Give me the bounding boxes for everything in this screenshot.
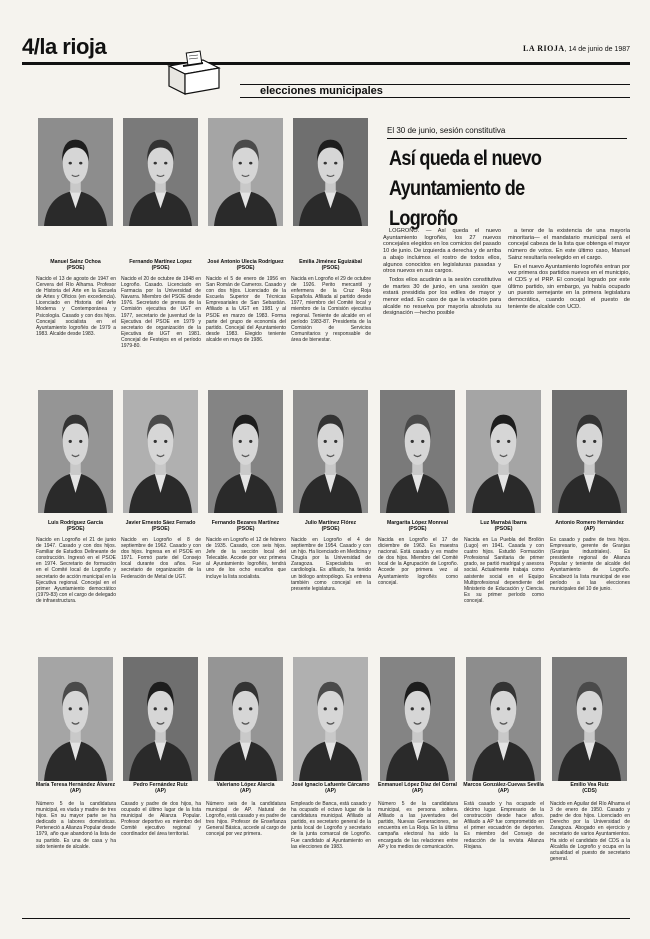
feature-headline-box [381,118,630,230]
article-column-2 [508,228,630,312]
councillor-bio: Nacido el 5 de enero de 1956 en San Román de Cameros. Casado y con dos hijos. Licenciado de la Escuela Superior de Técnicas Empresariales de San Sebastián. Afiliado a la UGT en 1981 y al PSOE en marzo de 1983. Forma parte del grupo de economía del partido. Concejal del Ayuntamiento desde 1983. Elegido teniente alcalde en mayo de 1986. [206,276,286,343]
councillor-fullname: Pedro Fernández Ruiz [133,782,188,788]
councillor-fullname: Emilia Jiménez Eguizábal [299,259,362,265]
councillor-fullname: Manuel Sainz Ochoa [50,259,101,265]
article-paragraph: LOGROÑO. — Así queda el nuevo Ayuntamiento logroñés, los 27 nuevos concejales elegidos en los comicios del pasado 10 de junio. De izquierda a derecha y de arriba a abajo incluimos el rostro de todos ellos, algunos conocidos en legislaturas pasadas y otros nuevos en sus cargos. [383,228,501,275]
councillor-party: (PSOE) [236,265,255,271]
councillor-fullname: María Teresa Hernández Álvarez [35,782,116,788]
article-paragraph: a tenor de la existencia de una mayoría minoritaria— el mandatario municipal será el concejal cabeza de la lista que obtenga el mayor número de votos. En este último caso, Manuel Sainz resultaría reelegido en el cargo. [508,228,630,261]
councillor-photo [293,390,368,513]
councillor-bio: Es casado y padre de tres hijos. Empresario, gerente de Granjas (Granjas industriales). Es presidente regional de Alianza Popular y teniente de alcalde del Ayuntamiento de Logroño. Encabezó la lista municipal de ese período a las elecciones municipales del 10 de junio. [550,537,630,592]
councillor-photo [380,657,455,781]
councillor-name [34,520,117,532]
councillor-bio: Nacido en Aguilar del Río Alhama el 3 de enero de 1950. Casado y padre de dos hijos. Licenciado en Derecho por la Universidad de Zaragoza. Abogado en ejercicio y secretario de varios Ayuntamientos. Ha sido el candidato del CDS a la Alcaldía de Logroño y ocupa en la actualidad el puesto de secretario general. [550,801,630,862]
councillor-bio: Nacido en Logroño el 21 de junio de 1947. Casado y con dos hijos. Familiar de Estudios Delineante de construcción. Ingresó en el PSOE en 1974. Secretario de formación en el Comité local de Logroño y secretario de acción municipal en la Ejecutiva regional. Concejal en el primer Ayuntamiento democrático (1979-83) con el cargo de delegado de infraestructura. [36,537,116,604]
councillor-photo [552,657,627,781]
councillor-name [462,782,545,794]
councillor-fullname: Fernando Bezares Martínez [211,520,280,526]
councillor-party: (PSOE) [236,526,255,532]
article-headline: Así queda el nuevo Ayuntamiento de Logroño [389,147,542,230]
councillor-name [462,520,545,532]
councillor-fullname: Javier Ernesto Sáez Ferrado [125,520,196,526]
article-paragraph: Todos ellos acudirán a la sesión constitutiva de martes 30 de junio, en una sesión que estará presidida por los ediles de mayor y menor edad. En caso de que la votación para alcalde no resuelva por mayoría absoluta su designación —hecho posible [383,276,501,317]
councillor-party: (PSOE) [321,526,340,532]
councillor-bio: Casado y padre de dos hijos, ha ocupado el último lugar de la lista municipal de Alianza Popular. Profesor deportivo es miembro del Comité ejecutivo regional y coordinador del área territorial. [121,801,201,838]
councillor-party: (AP) [240,788,251,794]
councillor-bio: Nacido en Logroño el 4 de septiembre de 1954. Casado y con un hijo. Ha licenciado en Medicina y Cirugía por la Universidad de Zaragoza. Especialista en cardiología. Es afiliado, ha tenido un biólogo antropólogo. Es entrena también como concejal en la presente legislatura. [291,537,371,592]
councillor-party: (CDS) [582,788,597,794]
councillor-party: (AP) [325,788,336,794]
councillor-party: (PSOE) [321,265,340,271]
councillor-fullname: Antonio Romero Hernández [555,520,624,526]
councillor-bio: Número 5 de la candidatura municipal, es viuda y madre de tres hijos. En su mayor parte se ha dedicado a labores domésticas. Perteneció a Alianza Popular desde 1979, año que abandonó la lista de su partido. Es una de casa y ha sido teniente de alcalde. [36,801,116,850]
councillor-fullname: Luis Rodríguez García [47,520,104,526]
councillor-fullname: José Ignacio Lafuente Cárcamo [291,782,370,788]
councillor-party: (PSOE) [66,265,85,271]
councillor-photo [552,390,627,513]
councillor-party: (AP) [155,788,166,794]
councillor-bio: Nacida en La Puebla del Brollón (Lugo) en 1941. Casada y con cuatro hijos. Estudió Formación Profesional Sanitaria de primer grado, se partió madrigal y asesora social. Actualmente trabaja como asistente social en el Equipo Multiprofesional dependiente del Ministerio de Educación y Ciencia. Es su primer período como concejal. [464,537,544,604]
councillor-party: (AP) [412,788,423,794]
councillor-photo [466,390,541,513]
councillor-photo [380,390,455,513]
councillor-fullname: Emilio Vea Ruiz [570,782,609,788]
councillor-name [548,782,631,794]
councillor-bio: Nacido el 20 de octubre de 1948 en Logroño. Casado. Licenciado en Farmacia por la Universidad de Navarra. Miembro del PSOE desde 1976. Secretario de prensa de la Comisión ejecutiva de UGT en 1977, secretario de juventud de la Ejecutiva del PSOE en 1979 y secretario de organización de la Ejecutiva de UGT en 1981. Concejal de Festejos en el período 1979-80. [121,276,201,350]
councillor-name [119,259,202,271]
councillor-photo [293,657,368,781]
councillor-photo [123,657,198,781]
councillor-name [376,782,459,794]
councillor-photo [123,390,198,513]
councillor-fullname: Margarita López Monreal [386,520,449,526]
councillor-photo [208,390,283,513]
councillor-name [289,259,372,271]
councillor-bio: Número 5 de la candidatura municipal, es persona soltera. Afiliado a las juventudes del partido, Nuevas Generaciones, se encuentra en La Rioja. En la última campaña electoral ha sido la encargada de las relaciones entre AP y los medios de comunicación. [378,801,458,850]
councillor-bio: Nacido en Logroño el 8 de septiembre de 1962. Casado y con dos hijos. Ingresa en el PSOE en 1971. Formó parte del Consejo local durante dos años. Fue secretario de organización de la Federación de Metal de UGT. [121,537,201,580]
councillor-bio: Nacida en Logroño el 29 de octubre de 1926. Perito mercantil y enfermera de la Cruz Roja Española. Afiliada al partido desde 1977, miembro del Comité local y miembro de la Comisión ejecutiva regional. Teniente de alcalde en el período 1983-87. Presidenta de la Comisión de Servicios Comunitarios y responsable de área de bienestar. [291,276,371,343]
councillor-bio: Número seis de la candidatura municipal de AP. Natural de Logroño, está casado y es padre de tres hijos. Profesor de Enseñanza General Básica, accede al cargo de concejal por vez primera. [206,801,286,838]
councillor-party: (PSOE) [151,265,170,271]
masthead-date: 14 de junio de 1987 [568,46,630,53]
councillor-photo [38,390,113,513]
councillor-fullname: Fernando Martínez Lopez [129,259,192,265]
councillor-name [34,782,117,794]
councillor-name [204,259,287,271]
article-kicker: El 30 de junio, sesión constitutiva [387,126,506,135]
councillor-bio: Nacido en Logroño el 12 de febrero de 1935. Casado, con seis hijos. Jefe de la sección local del Telecable. Accede por vez primera al Ayuntamiento logroñés, tendrá uno de los ocho escaños que incluye la lista socialista. [206,537,286,580]
councillor-party: (PSOE) [494,526,513,532]
masthead-name: LA RIOJA [523,44,565,53]
councillor-name [289,782,372,794]
councillor-name [548,520,631,532]
masthead: LA RIOJA, 14 de junio de 1987 [523,44,630,53]
article-paragraph: En el nuevo Ayuntamiento logroñés entran por vez primera dos partidos nuevos en el municipio, el CDS y el PRP. El concejal logrado por este último partido, sin embargo, ya había ocupado un puesto semejante en la primera legislatura democrática, cuando ocupó el puesto de teniente de alcalde con UCD. [508,263,630,310]
councillor-fullname: Valeriano López Alarcia [216,782,275,788]
bottom-rule [22,918,630,919]
councillor-name [289,520,372,532]
councillor-photo [466,657,541,781]
councillor-party: (AP) [584,526,595,532]
councillor-name [119,782,202,794]
councillor-name [34,259,117,271]
councillor-bio: Nacido el 13 de agosto de 1947 en Cervera del Río Alhama. Profesor de Historia del Arte en la Escuela de Artes y Oficios (en excedencia). Licenciado en Historia del Arte Moderna y Contemporánea y Psicología. Casado y con dos hijos. Concejal socialista en el Ayuntamiento logroñés de 1979 a 1983. Alcalde desde 1983. [36,276,116,337]
councillor-photo [123,118,198,226]
councillor-name [204,782,287,794]
header-rule [22,62,630,65]
councillor-party: (PSOE) [66,526,85,532]
councillor-photo [38,118,113,226]
councillor-party: (AP) [70,788,81,794]
councillor-fullname: Enmanuel López Díaz del Corral [378,782,457,788]
page-header [22,34,630,60]
councillor-party: (PSOE) [151,526,170,532]
councillor-fullname: Julio Martínez Flórez [304,520,357,526]
councillor-fullname: Luz Marrabá Ibarra [480,520,527,526]
councillor-photo [293,118,368,226]
ballot-box-icon [163,50,223,96]
section-band [240,84,630,98]
councillor-bio: Empleado de Banca, está casado y ha ocupado el octavo lugar de la candidatura municipal. Afiliado al partido, es secretario general de la junta local de Logroño y secretario de la junta comarcal de Logroño. Fue candidato al Ayuntamiento en las elecciones de 1983. [291,801,371,850]
section-title: elecciones municipales [260,85,383,97]
councillor-photo [38,657,113,781]
councillor-fullname: José Antonio Ulecia Rodríguez [207,259,284,265]
page-label: 4/la rioja [22,34,107,59]
councillor-name [204,520,287,532]
councillor-bio: Está casado y ha ocupado el décimo lugar. Empresario de la construcción desde hace años. Afiliado a AP fue comprometido en el primer escuadrón de deportes. Es miembro del Consejo de redacción de la revista Alianza Riojana. [464,801,544,850]
councillor-fullname: Marcos González-Cuevas Sevilla [463,782,544,788]
councillor-photo [208,657,283,781]
councillor-party: (AP) [498,788,509,794]
kicker-rule [387,138,627,139]
article-column-1 [383,228,501,319]
councillor-name [119,520,202,532]
councillor-photo [208,118,283,226]
councillor-name [376,520,459,532]
councillor-bio: Nacida en Logroño el 17 de diciembre de 1963. Es maestra nacional. Está casada y es madre de dos hijos. Miembro del Comité local de la Agrupación de Logroño. Accede por primera vez al Ayuntamiento logroñés como concejal. [378,537,458,586]
councillor-party: (PSOE) [408,526,427,532]
